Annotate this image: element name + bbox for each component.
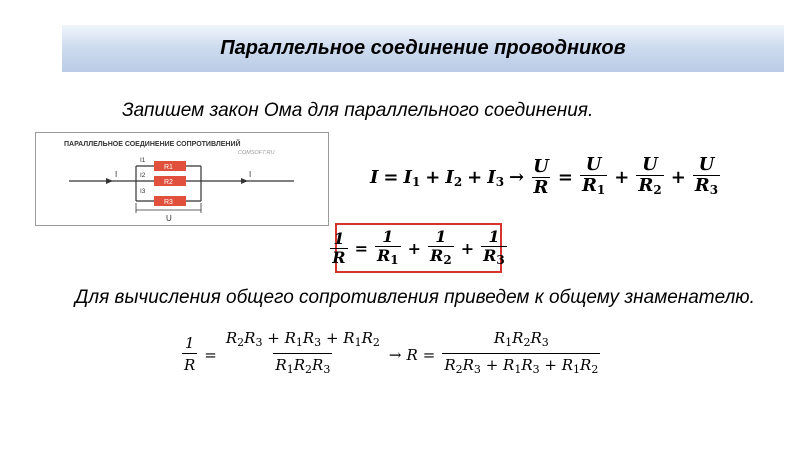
- total-resistance-equation: $\frac{1}{R}$ = $\frac{R_2R_3 + R_1R_3 + R_1R_2}{R_1R_2R_3}$ → R = $\frac{R_1R_2R_3}{R_2R_3 + R_1R_3 + R_1R_2}$: [180, 328, 602, 381]
- common-denominator-text: Для вычисления общего сопротивления приведем к общему знаменателю.: [75, 287, 755, 308]
- diagram-title: ПАРАЛЛЕЛЬНОЕ СОЕДИНЕНИЕ СОПРОТИВЛЕНИЙ: [64, 141, 241, 148]
- branch-current-2: I2: [140, 172, 146, 179]
- resistance-sum-equation: $\frac{1}{R}$ = $\frac{1}{R_1}$ + $\frac{1}{R_2}$ + $\frac{1}{R_3}$: [335, 223, 502, 273]
- resistor-3-label: R3: [164, 199, 173, 206]
- output-arrow-icon: [241, 178, 248, 184]
- eq3-result-R: R: [406, 345, 418, 364]
- eq1-frac-total: $\frac{U}{R}$: [533, 156, 549, 198]
- intro-text: Запишем закон Ома для параллельного соединения.: [122, 100, 594, 121]
- eq3-frac-total: $\frac{1}{R}$: [184, 334, 196, 374]
- eq1-frac-2: $\frac{U}{R_2}$: [636, 155, 663, 200]
- eq2-frac-1: $\frac{1}{R_1}$: [376, 226, 399, 267]
- eq1-term-3: $I_3$: [487, 166, 505, 189]
- diagram-watermark: COMSOFT.RU: [238, 150, 275, 156]
- voltage-label: U: [166, 214, 172, 223]
- input-arrow-icon: [106, 178, 113, 184]
- page-title: Параллельное соединение проводников: [220, 37, 626, 59]
- eq1-frac-1: $\frac{U}{R_1}$: [580, 155, 607, 200]
- ohm-law-equation: I = $I_1$ + $I_2$ + $I_3$ → $\frac{U}{R}$ = $\frac{U}{R_1}$ + $\frac{U}{R_2}$ + $\frac{U}{R_3}$: [370, 154, 719, 198]
- circuit-diagram: [35, 132, 329, 226]
- eq1-term-2: $I_2$: [445, 166, 463, 189]
- eq2-frac-total: $\frac{1}{R}$: [332, 228, 346, 267]
- eq1-term-1: $I_1$: [403, 166, 421, 189]
- eq2-frac-2: $\frac{1}{R_2}$: [430, 226, 452, 267]
- title-bar: [62, 25, 784, 72]
- branch-current-1: I1: [140, 157, 146, 164]
- circuit-svg: [36, 133, 328, 225]
- current-out-label: I: [249, 170, 252, 179]
- eq1-lhs: I: [370, 167, 379, 188]
- branch-current-3: I3: [140, 188, 146, 195]
- current-in-label: I: [115, 170, 118, 179]
- resistor-2-label: R2: [164, 179, 173, 186]
- resistor-1-label: R1: [164, 164, 173, 171]
- eq2-frac-3: $\frac{1}{R_3}$: [483, 226, 505, 267]
- eq3-frac-sum: $\frac{R_2R_3 + R_1R_3 + R_1R_2}{R_1R_2R_3}$: [224, 328, 382, 381]
- eq3-frac-result: $\frac{R_1R_2R_3}{R_2R_3 + R_1R_3 + R_1R_2}$: [442, 328, 600, 381]
- eq1-arrow: →: [509, 167, 525, 188]
- eq1-frac-3: $\frac{U}{R_3}$: [693, 155, 720, 200]
- eq3-arrow: →: [388, 345, 402, 364]
